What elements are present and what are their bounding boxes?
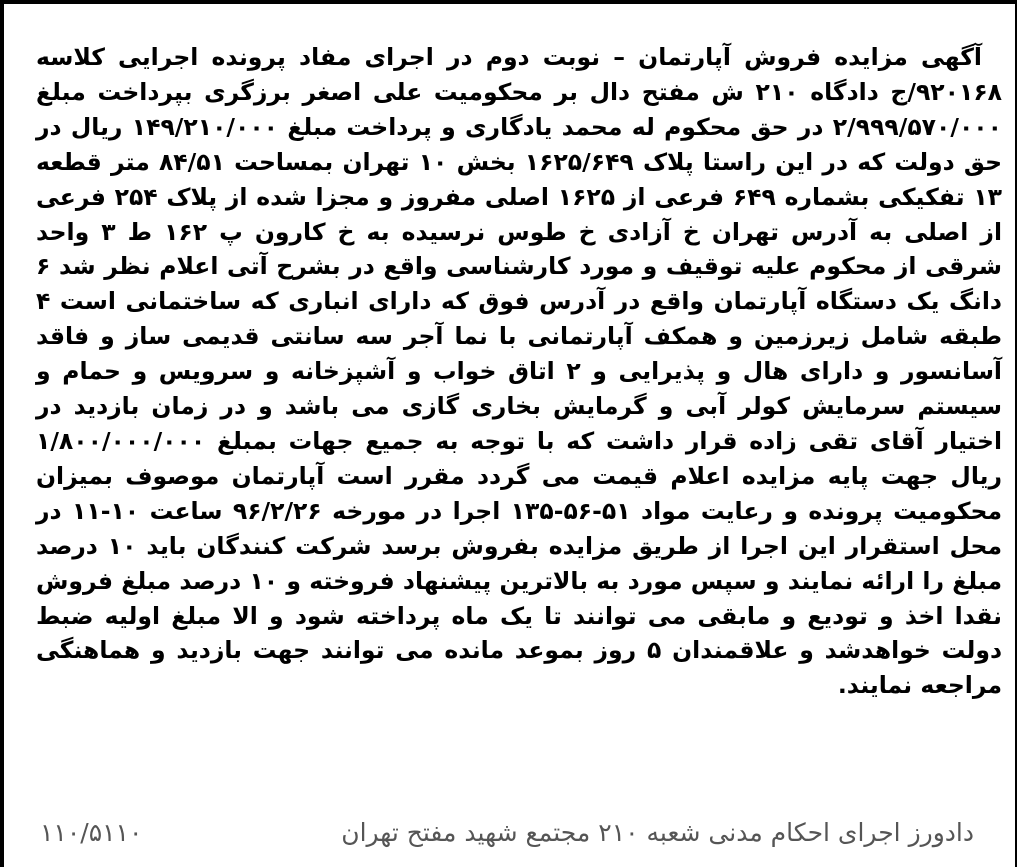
reference-number: ۱۱۰/۵۱۱۰ <box>40 817 143 847</box>
auction-notice <box>36 40 1002 703</box>
notice-footer <box>40 812 974 852</box>
notice-body: آگهی مزایده فروش آپارتمان – نوبت دوم در اجرای مفاد پرونده اجرایی کلاسه ۹۲۰۱۶۸/ج دادگاه ۲۱۰ ش مفتح دال بر محکومیت علی اصغر برزگری بپرداخت مبلغ ۲/۹۹۹/۵۷۰/۰۰۰ در حق محکوم له محمد یادگاری و پرداخت مبلغ ۱۴۹/۲۱۰/۰۰۰ ریال در حق دولت که در این راستا پلاک ۱۶۲۵/۶۴۹ بخش ۱۰ تهران بمساحت ۸۴/۵۱ متر قطعه ۱۳ تفکیکی بشماره ۶۴۹ فرعی از ۱۶۲۵ اصلی مفروز و مجزا شده از پلاک ۲۵۴ فرعی از اصلی به آدرس تهران خ آزادی خ طوس نرسیده به خ کارون پ ۱۶۲ ط ۳ واحد شرقی از محکوم علیه توقیف و مورد کارشناسی واقع در بشرح آتی اعلام نظر شد ۶ دانگ یک دستگاه آپارتمان واقع در آدرس فوق که دارای انباری که ساختمانی است ۴ طبقه شامل زیرزمین و همکف آپارتمانی با نما آجر سه سانتی قدیمی ساز و فاقد آسانسور و دارای هال و پذیرایی و ۲ اتاق خواب و آشپزخانه و سرویس و حمام و سیستم سرمایش کولر آبی و گرمایش بخاری گازی می باشد و در زمان بازدید در اختیار آقای تقی زاده قرار داشت که با توجه به جمیع جهات بمبلغ ۱/۸۰۰/۰۰۰/۰۰۰ ریال جهت پایه مزایده اعلام قیمت می گردد مقرر است آپارتمان موصوف بمیزان محکومیت پرونده و رعایت مواد ۵۱-۵۶-۱۳۵ اجرا در مورخه ۹۶/۲/۲۶ ساعت ۱۰-۱۱ در محل استقرار این اجرا از طریق مزایده بفروش برسد شرکت کنندگان باید ۱۰ درصد مبلغ را ارائه نمایند و سپس مورد به بالاترین پیشنهاد فروخته و ۱۰ درصد مبلغ فروش نقدا اخذ و تودیع و مابقی می توانند تا یک ماه پرداخته شود و الا مبلغ اولیه ضبط دولت خواهدشد و علاقمندان ۵ روز بموعد مانده می توانند جهت بازدید و هماهنگی مراجعه نمایند. <box>36 43 1003 700</box>
signature-line: دادورز اجرای احکام مدنی شعبه ۲۱۰ مجتمع شهید مفتح تهران <box>341 817 974 847</box>
